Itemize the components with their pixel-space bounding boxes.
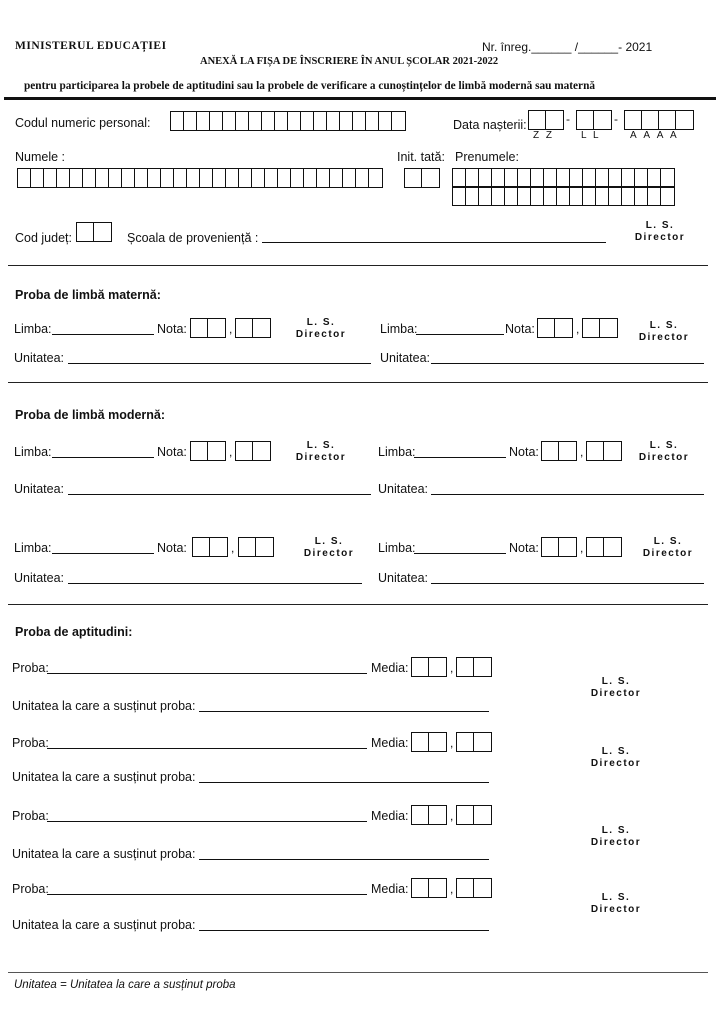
ls-stamp-mt-1: L. S. Director	[295, 317, 347, 340]
footer-note: Unitatea = Unitatea la care a susținut proba	[14, 979, 236, 991]
apt-unit-input-3[interactable]	[199, 859, 489, 860]
apt-average-comma-1: ,	[450, 661, 454, 675]
mt-language-label: Limba:	[14, 322, 52, 336]
name-label: Numele :	[15, 150, 66, 164]
ml-grade-label-1: Nota:	[157, 445, 187, 459]
apt-average-label-3: Media:	[371, 809, 409, 823]
school-input-line[interactable]	[262, 242, 606, 243]
modern-language-title: Proba de limbă modernă:	[15, 408, 166, 422]
mt-language-label-2: Limba:	[380, 322, 418, 336]
apt-test-label-4: Proba:	[12, 882, 49, 896]
mt-grade-label-2: Nota:	[505, 322, 535, 336]
ml-grade-int-boxes-2[interactable]	[541, 441, 577, 461]
ls-stamp-apt-2: L. S. Director	[590, 746, 642, 769]
ml-language-label-4: Limba:	[378, 541, 416, 555]
apt-unit-label-3: Unitatea la care a susținut proba:	[12, 847, 196, 861]
apt-test-input-3[interactable]	[47, 821, 367, 822]
ml-unit-input-2[interactable]	[431, 494, 704, 495]
ml-grade-int-boxes-4[interactable]	[541, 537, 577, 557]
apt-average-dec-boxes-3[interactable]	[456, 805, 492, 825]
apt-test-input-1[interactable]	[47, 673, 367, 674]
birth-year-boxes[interactable]	[624, 110, 694, 130]
ml-unit-label-1: Unitatea:	[14, 482, 65, 496]
mt-unit-input-2[interactable]	[431, 363, 704, 364]
ls-stamp-apt-4: L. S. Director	[590, 892, 642, 915]
year-hint: A A A A	[630, 130, 680, 141]
ml-grade-dec-boxes-3[interactable]	[238, 537, 274, 557]
apt-average-int-boxes-4[interactable]	[411, 878, 447, 898]
ml-grade-comma-4: ,	[580, 541, 584, 555]
ml-unit-label-2: Unitatea:	[378, 482, 429, 496]
ml-grade-dec-boxes-4[interactable]	[586, 537, 622, 557]
ml-unit-input-3[interactable]	[68, 583, 362, 584]
ls-stamp-apt-1: L. S. Director	[590, 676, 642, 699]
apt-average-comma-3: ,	[450, 809, 454, 823]
birth-date-label: Data nașterii:	[453, 118, 527, 132]
mt-language-input[interactable]	[52, 334, 154, 335]
mt-language-input-2[interactable]	[416, 334, 504, 335]
aptitude-title: Proba de aptitudini:	[15, 625, 133, 639]
ml-grade-dec-boxes-2[interactable]	[586, 441, 622, 461]
ls-stamp-mt-2: L. S. Director	[638, 320, 690, 343]
ml-grade-label-4: Nota:	[509, 541, 539, 555]
ml-grade-dec-boxes-1[interactable]	[235, 441, 271, 461]
school-label: Școala de proveniență :	[127, 231, 259, 245]
apt-test-label-3: Proba:	[12, 809, 49, 823]
ml-grade-comma-3: ,	[231, 541, 235, 555]
divider-2	[8, 382, 708, 383]
ls-stamp-ml-4: L. S. Director	[642, 536, 694, 559]
cnp-boxes[interactable]	[170, 111, 406, 131]
apt-unit-label-4: Unitatea la care a susținut proba:	[12, 918, 196, 932]
ml-language-label-3: Limba:	[14, 541, 52, 555]
apt-test-input-2[interactable]	[47, 748, 367, 749]
ml-unit-label-3: Unitatea:	[14, 571, 65, 585]
apt-test-input-4[interactable]	[47, 894, 367, 895]
county-code-boxes[interactable]	[76, 222, 112, 242]
apt-average-int-boxes-2[interactable]	[411, 732, 447, 752]
apt-unit-input-1[interactable]	[199, 711, 489, 712]
apt-average-comma-2: ,	[450, 736, 454, 750]
mt-grade-int-boxes[interactable]	[190, 318, 226, 338]
form-title: ANEXĂ LA FIȘA DE ÎNSCRIERE ÎN ANUL ȘCOLAR 2021-2022	[200, 56, 499, 67]
apt-average-dec-boxes-1[interactable]	[456, 657, 492, 677]
apt-average-label-4: Media:	[371, 882, 409, 896]
header-rule	[4, 97, 716, 100]
ls-stamp-apt-3: L. S. Director	[590, 825, 642, 848]
ml-grade-int-boxes-3[interactable]	[192, 537, 228, 557]
apt-average-label-1: Media:	[371, 661, 409, 675]
ml-grade-label-3: Nota:	[157, 541, 187, 555]
apt-average-int-boxes-3[interactable]	[411, 805, 447, 825]
day-hint: Z Z	[533, 130, 554, 141]
apt-test-label-2: Proba:	[12, 736, 49, 750]
ml-language-label-2: Limba:	[378, 445, 416, 459]
first-name-boxes-row1[interactable]	[452, 168, 675, 188]
county-code-label: Cod județ:	[15, 231, 72, 245]
ls-stamp-personal: L. S. Director	[634, 220, 686, 243]
ls-stamp-ml-1: L. S. Director	[295, 440, 347, 463]
apt-average-dec-boxes-2[interactable]	[456, 732, 492, 752]
ml-language-input-1[interactable]	[52, 457, 154, 458]
apt-average-int-boxes-1[interactable]	[411, 657, 447, 677]
apt-average-label-2: Media:	[371, 736, 409, 750]
mt-grade-comma: ,	[229, 322, 233, 336]
registration-number: Nr. înreg.______ /______- 2021	[482, 40, 653, 54]
ml-grade-comma-1: ,	[229, 445, 233, 459]
ml-unit-input-1[interactable]	[68, 494, 371, 495]
month-hint: L L	[581, 130, 601, 141]
ml-language-input-4[interactable]	[414, 553, 506, 554]
ls-stamp-ml-2: L. S. Director	[638, 440, 690, 463]
ml-grade-int-boxes-1[interactable]	[190, 441, 226, 461]
apt-average-dec-boxes-4[interactable]	[456, 878, 492, 898]
first-name-boxes-row2[interactable]	[452, 186, 675, 206]
date-dash-2: -	[614, 112, 618, 126]
cnp-label: Codul numeric personal:	[15, 116, 151, 130]
birth-day-boxes[interactable]	[528, 110, 564, 130]
ml-unit-label-4: Unitatea:	[378, 571, 429, 585]
mt-unit-input[interactable]	[68, 363, 371, 364]
mt-grade-dec-boxes[interactable]	[235, 318, 271, 338]
name-boxes[interactable]	[17, 168, 383, 188]
divider-3	[8, 604, 708, 605]
date-dash-1: -	[566, 112, 570, 126]
footer-rule	[8, 972, 708, 973]
mt-grade-comma-2: ,	[576, 322, 580, 336]
ls-stamp-ml-3: L. S. Director	[303, 536, 355, 559]
father-initial-label: Init. tată:	[397, 150, 445, 164]
ml-language-input-3[interactable]	[52, 553, 154, 554]
mt-unit-label: Unitatea:	[14, 351, 65, 365]
ml-grade-label-2: Nota:	[509, 445, 539, 459]
ml-unit-input-4[interactable]	[431, 583, 704, 584]
ministry-name: MINISTERUL EDUCAȚIEI	[15, 40, 167, 52]
mother-tongue-title: Proba de limbă maternă:	[15, 288, 161, 302]
mt-unit-label-2: Unitatea:	[380, 351, 431, 365]
form-subtitle: pentru participarea la probele de aptitudini sau la probele de verificare a cunoștințelor de limbă modernă sau maternă	[24, 80, 596, 92]
mt-grade-label: Nota:	[157, 322, 187, 336]
apt-unit-input-2[interactable]	[199, 782, 489, 783]
ml-language-label-1: Limba:	[14, 445, 52, 459]
apt-unit-input-4[interactable]	[199, 930, 489, 931]
birth-month-boxes[interactable]	[576, 110, 612, 130]
ml-language-input-2[interactable]	[414, 457, 506, 458]
apt-unit-label-2: Unitatea la care a susținut proba:	[12, 770, 196, 784]
father-initial-boxes[interactable]	[404, 168, 440, 188]
first-name-label: Prenumele:	[455, 150, 519, 164]
apt-test-label-1: Proba:	[12, 661, 49, 675]
mt-grade-dec-boxes-2[interactable]	[582, 318, 618, 338]
mt-grade-int-boxes-2[interactable]	[537, 318, 573, 338]
divider-1	[8, 265, 708, 266]
apt-unit-label-1: Unitatea la care a susținut proba:	[12, 699, 196, 713]
ml-grade-comma-2: ,	[580, 445, 584, 459]
apt-average-comma-4: ,	[450, 882, 454, 896]
